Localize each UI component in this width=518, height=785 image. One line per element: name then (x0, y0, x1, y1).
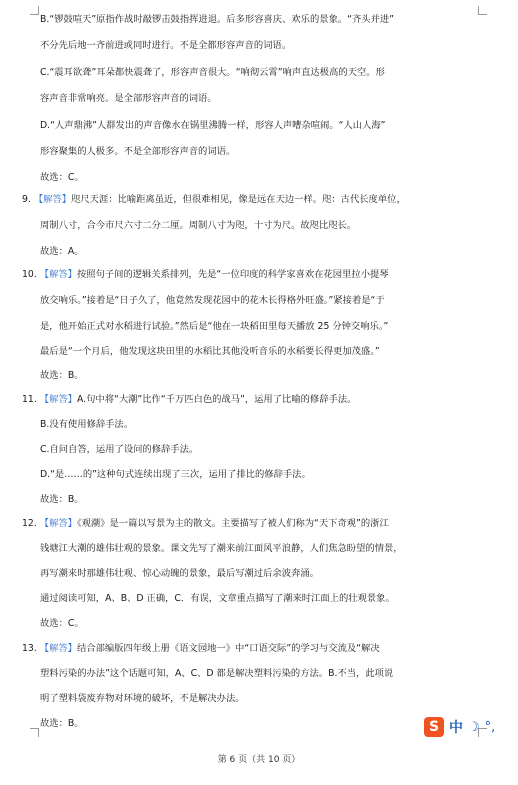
text-line: B.没有使用修辞手法。 (40, 419, 134, 430)
page-footer: 第 6 页（共 10 页） (217, 755, 301, 765)
text-line: 周制八寸，合今市尺六寸二分二厘。周制八寸为咫，十寸为尺。故咫比咫长。 (40, 220, 357, 231)
answer-line: 故选：A。 (40, 246, 84, 257)
text-line: 形容聚集的人极多。不是全部形容声音的词语。 (40, 146, 236, 157)
question-text: 《观潮》是一篇以写景为主的散文。主要描写了被人们称为“天下奇观”的浙江 (76, 518, 389, 529)
crop-mark-top-left (30, 6, 39, 15)
question-9-first-line (22, 190, 482, 209)
question-number: 10. (22, 269, 37, 280)
answer-line: 故选：B。 (40, 494, 84, 505)
text-line: 放交响乐。”接着是“日子久了，他竟然发现花园中的花木长得格外旺盛。”紧接着是“于 (40, 295, 385, 306)
question-number: 12. (22, 518, 37, 529)
answer-tag: 【解答】 (39, 518, 77, 529)
question-number: 13. (22, 643, 37, 654)
text-line: 塑料污染的办法”这个话题可知，A、C、D 都是解决塑料污染的方法。B.不当，此项说 (40, 668, 394, 679)
question-text: 按照句子间的逻辑关系排列，先是“一位印度的科学家喜欢在花园里拉小提琴 (76, 269, 389, 280)
answer-line: 故选：C。 (40, 172, 84, 183)
question-12-first-line (22, 514, 482, 533)
ime-mode-label[interactable]: 中 (449, 720, 463, 736)
text-line: 容声音非常响亮。是全部形容声音的词语。 (40, 93, 217, 104)
question-10-first-line (22, 265, 482, 284)
punctuation-mode-icon[interactable]: °, (484, 719, 496, 735)
sogou-logo-icon[interactable]: S (424, 717, 444, 737)
text-line: D.“是……的”这种句式连续出现了三次，运用了排比的修辞手法。 (40, 469, 311, 480)
question-text: 结合部编版四年级上册《语文园地一》中“口语交际”的学习与交流及“解决 (76, 643, 380, 654)
text-line: 不分先后地一齐前进或同时进行。不是全都形容声音的词语。 (40, 40, 292, 51)
text-line: B.“锣鼓喧天”原指作战时敲锣击鼓指挥进退。后多形容喜庆、欢乐的景象。“齐头并进” (40, 14, 394, 25)
question-number: 11. (22, 394, 37, 405)
answer-tag: 【解答】 (39, 643, 77, 654)
answer-line: 故选：B。 (40, 370, 84, 381)
text-line: 钱塘江大潮的雄伟壮观的景象。课文先写了潮来前江面风平浪静，人们焦急盼望的情景， (40, 543, 403, 554)
text-line: D.“人声鼎沸”人群发出的声音像水在锅里沸腾一样，形容人声嘈杂喧闹。“人山人海” (40, 120, 386, 131)
answer-tag: 【解答】 (39, 394, 77, 405)
question-text: 咫尺天涯：比喻距离虽近，但很难相见，像是远在天边一样。咫：古代长度单位， (71, 194, 406, 205)
answer-tag: 【解答】 (39, 269, 77, 280)
question-11-first-line (22, 390, 482, 409)
ime-toolbar[interactable] (424, 714, 518, 740)
crop-mark-bottom-left (30, 728, 39, 737)
text-line: 通过阅读可知，A、B、D 正确，C．有误，文章重点描写了潮来时江面上的壮观景象。 (40, 593, 395, 604)
text-line: 再写潮来时那雄伟壮观、惊心动魄的景象，最后写潮过后余波奔涌。 (40, 568, 319, 579)
text-line: C.自问自答，运用了设问的修辞手法。 (40, 444, 199, 455)
text-line: 是，他开始正式对水稻进行试验。”然后是“他在一块稻田里每天播放 25 分钟交响乐。” (40, 321, 389, 332)
question-13-first-line (22, 639, 482, 658)
answer-tag: 【解答】 (33, 194, 72, 205)
text-line: 明了塑料袋废弃物对环境的破坏，不是解决办法。 (40, 693, 245, 704)
text-line: 最后是“一个月后，他发现这块田里的水稻比其他没听音乐的水稻要长得更加茂盛。” (40, 346, 380, 357)
crop-mark-top-right (478, 6, 487, 15)
question-number: 9. (22, 194, 31, 205)
answer-line: 故选：B。 (40, 718, 84, 729)
text-line: C.“震耳欲聋”耳朵都快震聋了，形容声音很大。“响彻云霄”响声直达极高的天空。形 (40, 67, 385, 78)
moon-icon[interactable]: ☽ (468, 719, 480, 735)
answer-line: 故选：C。 (40, 618, 84, 629)
question-text: A.句中将“大潮”比作“千万匹白色的战马”，运用了比喻的修辞手法。 (76, 394, 357, 405)
